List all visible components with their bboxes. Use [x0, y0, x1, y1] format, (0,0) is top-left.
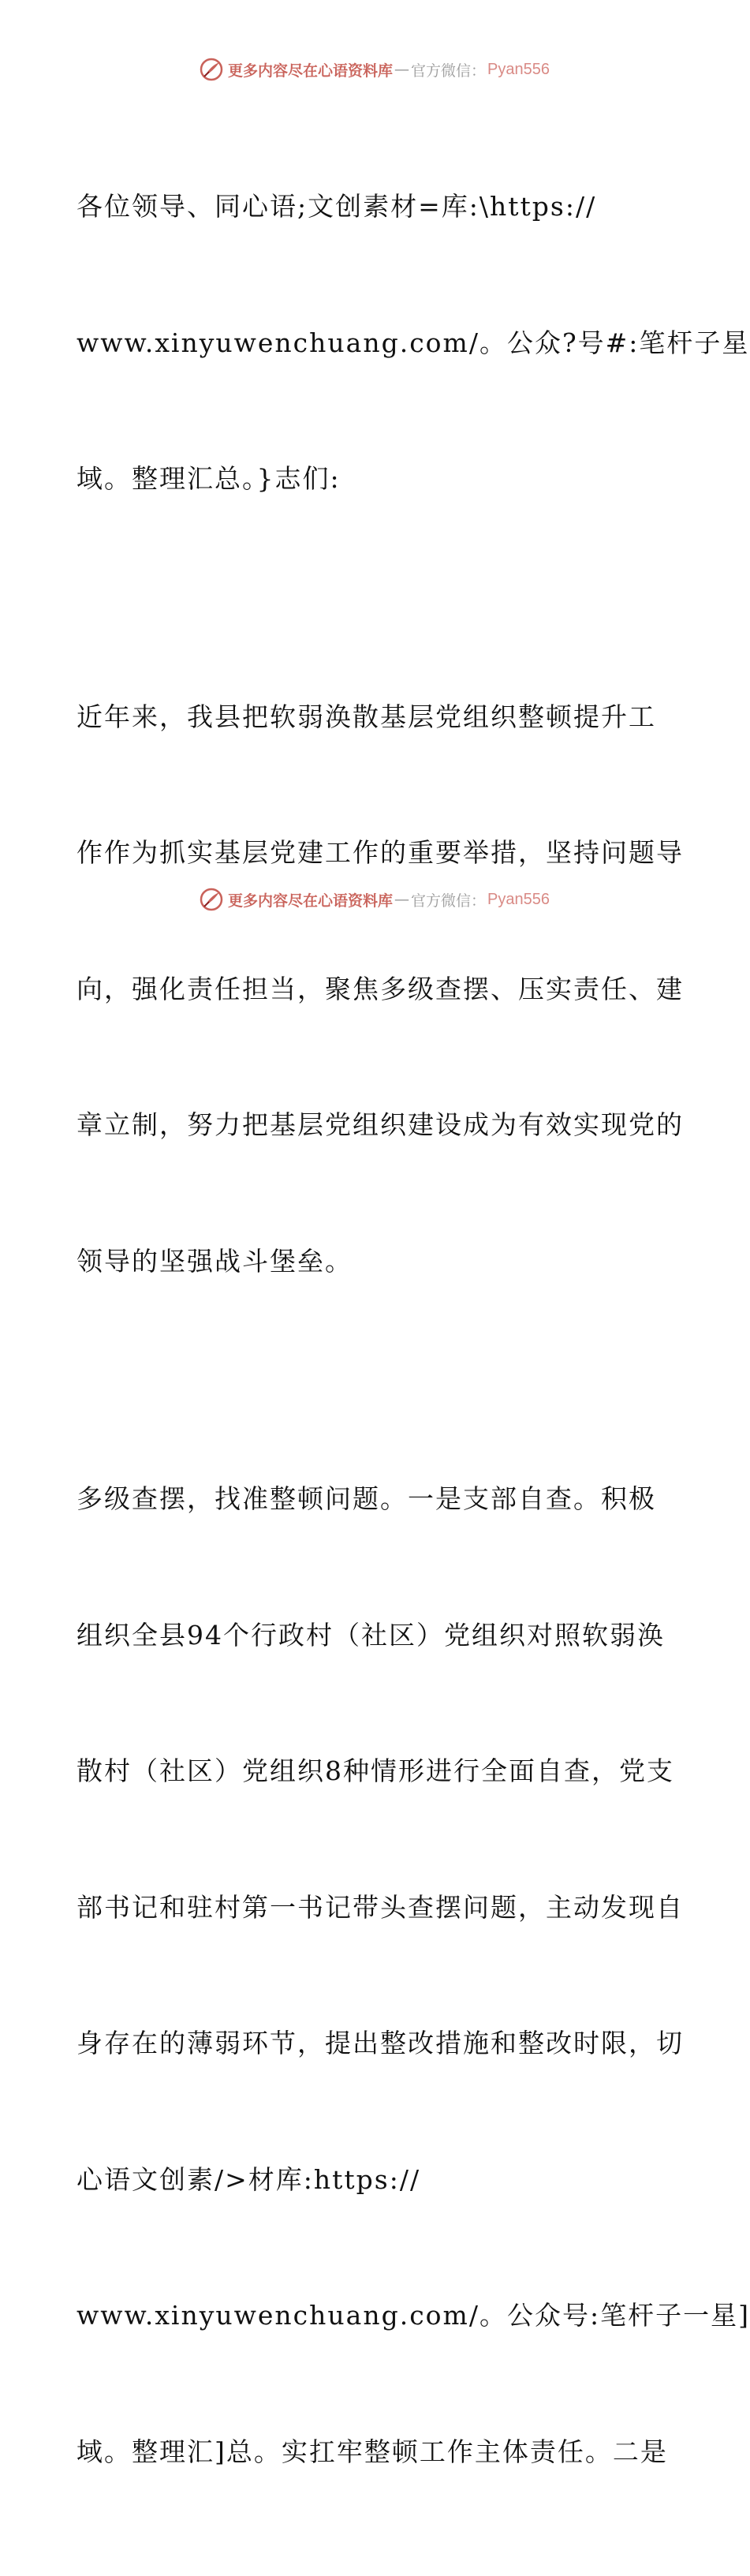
paragraph-inspection: [76, 1385, 750, 2565]
text-line: 章立制，努力把基层党组织建设成为有效实现党的: [76, 1109, 684, 1140]
feather-pen-logo-icon: [200, 58, 223, 81]
paragraph-intro: [76, 604, 684, 1375]
header-brand-text: 更多内容尽在心语资料库: [228, 62, 394, 80]
footer-wechat-id: Pyan556: [487, 890, 550, 908]
feather-pen-logo-icon: [200, 888, 223, 911]
header-banner: [0, 55, 749, 84]
text-line: www.xinyuwenchuang.com/。公众?号#:笔杆子星: [76, 327, 750, 358]
document-body: [76, 93, 750, 2576]
footer-dash: —: [394, 891, 410, 908]
text-line: 作作为抓实基层党建工作的重要举措，坚持问题导: [76, 837, 684, 868]
header-wechat-id: Pyan556: [487, 60, 550, 78]
footer-banner: [0, 885, 749, 914]
footer-official-label: 官方微信：: [411, 892, 487, 910]
text-line: 身存在的薄弱环节，提出整改措施和整改时限，切: [76, 2028, 684, 2058]
text-line: www.xinyuwenchuang.com/。公众号:笔杆子一星]: [76, 2300, 750, 2331]
text-line: 各位领导、同心语;文创素材=库:\https://: [76, 191, 597, 222]
header-official-label: 官方微信：: [411, 62, 487, 80]
text-line: 领导的坚强战斗堡垒。: [76, 1245, 353, 1277]
text-line: 域。整理汇总。}志们:: [76, 463, 341, 494]
text-line: 心语文创素/>材库:https://: [76, 2163, 421, 2195]
text-line: 近年来，我县把软弱涣散基层党组织整顿提升工: [76, 701, 656, 732]
text-line: 部书记和驻村第一书记带头查摆问题，主动发现自: [76, 1891, 684, 1923]
text-line: 散村（社区）党组织8种情形进行全面自查，党支: [76, 1755, 674, 1786]
text-line: 域。整理汇]总。实扛牢整顿工作主体责任。二是: [76, 2436, 668, 2467]
header-dash: —: [394, 61, 410, 78]
text-line: 向，强化责任担当，聚焦多级查摆、压实责任、建: [76, 973, 684, 1004]
footer-brand-text: 更多内容尽在心语资料库: [228, 892, 394, 910]
paragraph-greeting: [76, 93, 750, 593]
text-line: 组织全县94个行政村（社区）党组织对照软弱涣: [76, 1619, 665, 1651]
text-line: 多级查摆，找准整顿问题。一是支部自查。积极: [76, 1483, 656, 1514]
